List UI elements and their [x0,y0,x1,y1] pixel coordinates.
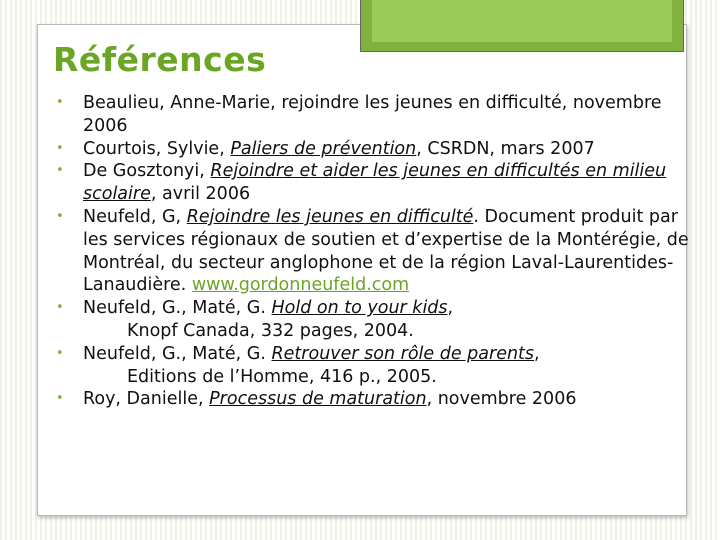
reference-publisher: Knopf Canada, 332 pages, 2004. [127,320,414,341]
reference-author: Courtois, Sylvie, [83,138,225,159]
reference-rest: , novembre 2006 [426,389,577,410]
reference-item-5 [50,297,690,343]
slide-title: Références [53,40,267,79]
reference-item-1 [50,92,690,138]
reference-title: Retrouver son rôle de parents [271,343,535,364]
reference-title: Hold on to your kids [271,298,448,319]
reference-title: Rejoindre et aider les jeunes en difficultés en milieu scolaire [83,161,667,205]
bullet-icon: • [56,95,64,110]
reference-rest: , CSRDN, mars 2007 [416,138,595,159]
bullet-icon: • [56,140,64,156]
reference-author: Neufeld, G., Maté, G. [83,298,266,319]
reference-rest: , [447,298,454,319]
reference-link[interactable]: www.gordonneufeld.com [191,275,410,296]
reference-item-6 [50,343,690,389]
reference-title: Processus de maturation [209,389,427,410]
reference-text: rejoindre les jeunes en difficulté, novembre 2006 [83,93,662,136]
reference-author: Roy, Danielle, [83,389,204,410]
reference-list [50,92,690,411]
reference-title: Rejoindre les jeunes en difficulté [186,206,474,227]
reference-rest: , [534,343,540,364]
reference-author: Beaulieu, Anne-Marie, [83,93,276,113]
reference-item-7 [50,388,690,411]
bullet-icon: • [56,300,64,316]
reference-author: Neufeld, G, [83,206,182,227]
bullet-icon: • [56,163,64,179]
reference-publisher: Editions de l’Homme, 416 p., 2005. [127,366,437,387]
reference-item-3 [50,160,690,206]
reference-item-2 [50,138,690,161]
reference-title: Paliers de prévention [230,138,417,159]
reference-author: Neufeld, G., Maté, G. [83,343,266,364]
bullet-icon: • [56,391,64,407]
reference-rest: , avril 2006 [150,184,251,205]
reference-author: De Gosztonyi, [83,161,205,182]
bullet-icon: • [56,208,64,224]
reference-item-4 [50,206,690,297]
reference-rest: . Document produit par les services régionaux de soutien et d’expertise de la Montérégie, de Montréal, du secteur anglophone et de la région Laval-Laurentides-Lanaudière. [83,206,689,296]
accent-tab-highlight [372,0,672,42]
bullet-icon: • [56,345,64,361]
